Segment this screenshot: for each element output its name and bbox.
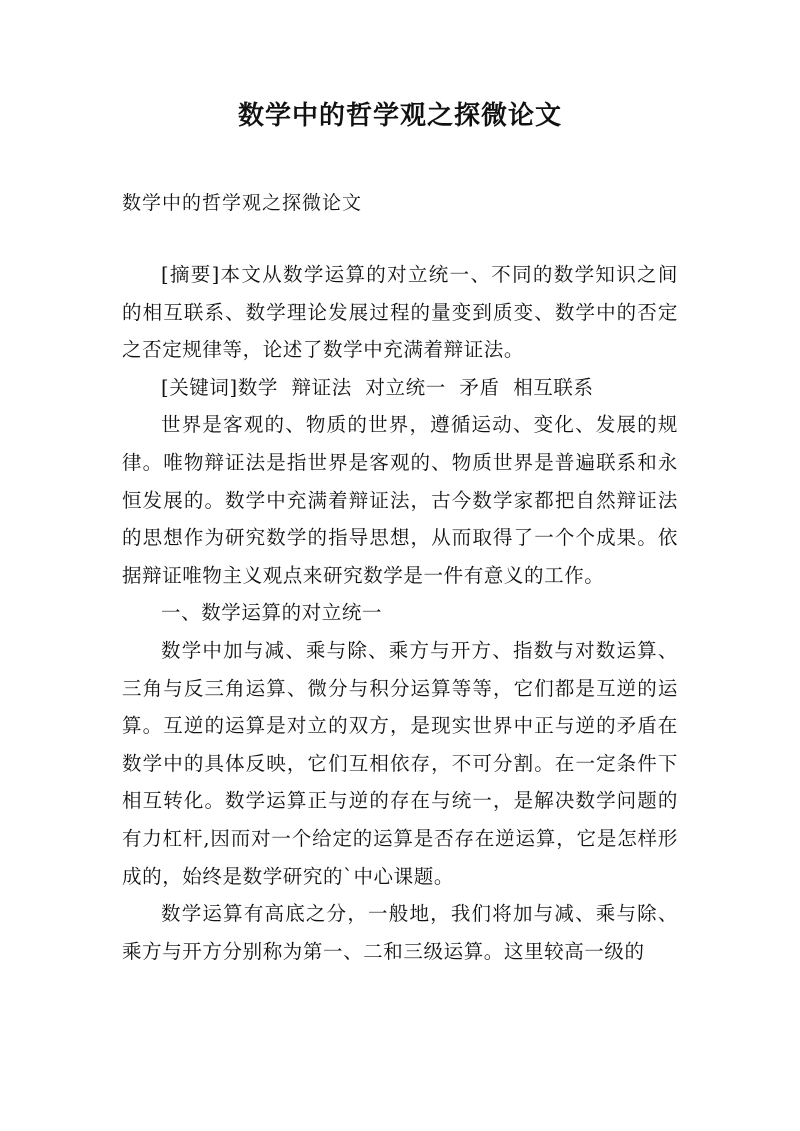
document-subtitle: 数学中的哲学观之探微论文 (122, 192, 363, 214)
abstract-paragraph: [摘要]本文从数学运算的对立统一、不同的数学知识之间的相互联系、数学理论发展过程的量变到质变、数学中的否定之否定规律等，论述了数学中充满着辩证法。 (122, 263, 678, 362)
intro-paragraph: 世界是客观的、物质的世界，遵循运动、变化、发展的规律。唯物辩证法是指世界是客观的、物质世界是普遍联系和永恒发展的。数学中充满着辩证法，古今数学家都把自然辩证法的思想作为研究数学的指导思想，从而取得了一个个成果。依据辩证唯物主义观点来研究数学是一件有意义的工作。 (122, 413, 678, 587)
body-paragraph: 数学运算有高底之分，一般地，我们将加与减、乘与除、乘方与开方分别称为第一、二和三级运算。这里较高一级的 (122, 902, 678, 963)
keywords-paragraph: [关键词]数学 辩证法 对立统一 矛盾 相互联系 (161, 375, 594, 399)
document-body (122, 256, 678, 970)
body-paragraph: 数学中加与减、乘与除、乘方与开方、指数与对数运算、三角与反三角运算、微分与积分运算等等，它们都是互逆的运算。互逆的运算是对立的双方，是现实世界中正与逆的矛盾在数学中的具体反映，它们互相依存，不可分割。在一定条件下相互转化。数学运算正与逆的存在与统一，是解决数学问题的有力杠杆,因而对一个给定的运算是否存在逆运算，它是怎样形成的，始终是数学研究的`中心课题。 (122, 638, 678, 888)
document-title: 数学中的哲学观之探微论文 (237, 101, 562, 131)
section-heading: 一、数学运算的对立统一 (161, 601, 383, 625)
